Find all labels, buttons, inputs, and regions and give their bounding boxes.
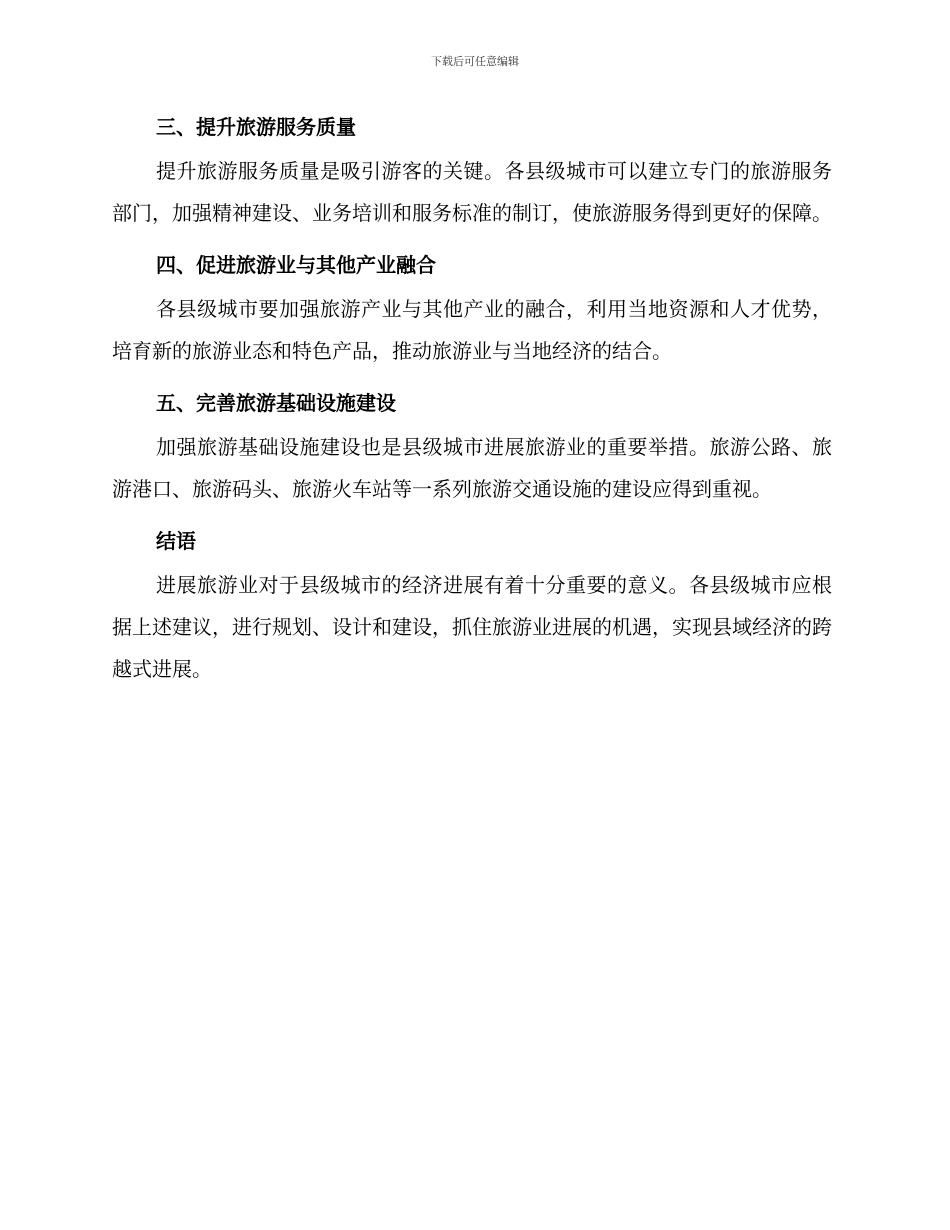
document-body [112,106,832,700]
section-paragraph: 进展旅游业对于县级城市的经济进展有着十分重要的意义。各县级城市应根据上述建议，进行规划、设计和建设，抓住旅游业进展的机遇，实现县域经济的跨越式进展。 [112,573,832,681]
section-infrastructure [112,382,832,510]
section-heading: 五、完善旅游基础设施建设 [156,391,396,415]
section-heading: 三、提升旅游服务质量 [156,115,356,139]
section-service-quality [112,106,832,234]
section-paragraph: 各县级城市要加强旅游产业与其他产业的融合，利用当地资源和人才优势，培育新的旅游业态和特色产品，推动旅游业与当地经济的结合。 [112,297,832,363]
section-conclusion [112,520,832,690]
section-heading: 四、促进旅游业与其他产业融合 [156,253,436,277]
section-heading: 结语 [156,529,196,553]
section-industry-integration [112,244,832,372]
section-paragraph: 提升旅游服务质量是吸引游客的关键。各县级城市可以建立专门的旅游服务部门，加强精神建设、业务培训和服务标准的制订，使旅游服务得到更好的保障。 [112,159,832,225]
section-paragraph: 加强旅游基础设施建设也是县级城市进展旅游业的重要举措。旅游公路、旅游港口、旅游码头、旅游火车站等一系列旅游交通设施的建设应得到重视。 [112,435,832,501]
page-header: 下载后可任意编辑 [431,55,519,68]
